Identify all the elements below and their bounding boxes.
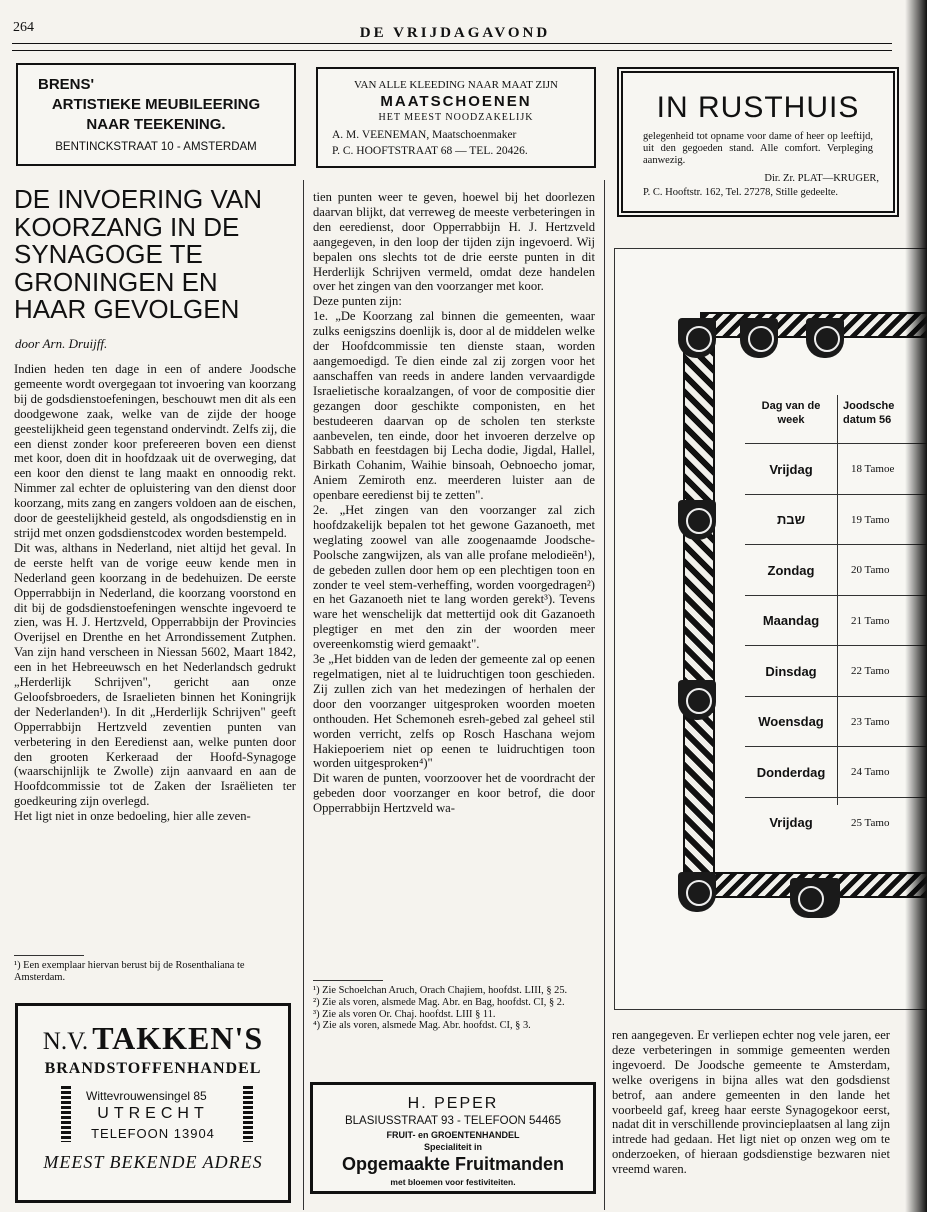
ad-takken-address: Wittevrouwensingel 85 xyxy=(86,1089,207,1103)
ad-peper xyxy=(310,1082,596,1194)
ad-peper-line6: met bloemen voor festiviteiten. xyxy=(390,1177,516,1187)
article-byline: door Arn. Druijff. xyxy=(15,336,108,351)
ad-brens-line1: BRENS' xyxy=(38,76,95,93)
col1-footnote: ¹) Een exemplaar hiervan berust bij de Rosenthaliana te Amsterdam. xyxy=(14,960,245,983)
calendar-day: Donderdag xyxy=(756,764,826,780)
col2-footnote-1: ¹) Zie Schoelchan Aruch, Orach Chajiem, hoofdst. LIII, § 25. xyxy=(313,985,568,996)
article-title: DE INVOERING VAN KOORZANG IN DE SYNAGOGE TE GRONINGEN EN HAAR GEVOLGEN xyxy=(14,184,263,324)
ad-veeneman xyxy=(316,67,596,168)
ad-peper-line3: FRUIT- en GROENTENHANDEL xyxy=(386,1130,520,1140)
calendar-date: 24 Tamo xyxy=(851,766,890,778)
ad-peper-line4: Specialiteit in xyxy=(423,1142,483,1152)
ad-takken-line2: BRANDSTOFFENHANDEL xyxy=(44,1060,262,1077)
calendar-row xyxy=(745,494,927,545)
col2-paragraph-3: 1e. „De Koorzang zal binnen die gemeenten, waar zulks eenigszins doenlijk is, door al de middelen welke der Hoofdcommissie ten dienste staan, worden aangemoedigd. Te dien einde zal zij zorgen voor het aanschaffen van reeds in andere landen vervaardigde Israelietische koraalzangen, of voor de compositie dier gezangen door geschikte componisten, en het bestudeeren daarvan op de scholen ten sterkste aanbevelen, ten einde, door het invoeren derzelve op Sabbath en feestdagen bij Lecha dodie, Jigdal, Hallel, Birkath Cohanim, Waihie binsoah, Oebnoecho jomar, Aniem Zemiroth enz. meerderen luister aan de openbare eeredienst bij te zetten". xyxy=(313,309,595,503)
ad-brens-line4: BENTINCKSTRAAT 10 - AMSTERDAM xyxy=(55,141,257,153)
ad-brens xyxy=(16,63,296,166)
col2-footnote-rule xyxy=(313,980,383,981)
calendar-day: Maandag xyxy=(762,613,820,628)
calendar-header-date: Joodsche datum 56 xyxy=(843,400,895,426)
calendar-date: 21 Tamo xyxy=(851,614,890,627)
article-column-3 xyxy=(612,1028,890,1177)
calendar-day: Zondag xyxy=(767,562,815,578)
calendar-row xyxy=(745,595,927,646)
calendar-row xyxy=(745,443,927,494)
ad-takken-prefix: N.V. xyxy=(42,1028,89,1055)
ad-takken-line1 xyxy=(18,1020,288,1057)
ad-takken-phone: TELEFOON 13904 xyxy=(91,1126,215,1141)
ad-rusthuis-body: gelegenheid tot opname voor dame of heer op leeftijd, uit den gegoeden stand. Alle comfort. Verpleging aanwezig. xyxy=(643,131,873,166)
col2-paragraph-2: Deze punten zijn: xyxy=(313,294,402,309)
calendar-row xyxy=(745,797,927,848)
header-rule-top xyxy=(12,43,892,44)
shield-icon xyxy=(806,318,844,358)
shield-icon xyxy=(678,680,716,720)
article-column-2 xyxy=(313,190,595,816)
shield-icon xyxy=(740,318,778,358)
calendar-date: 19 Tamo xyxy=(851,513,890,526)
ad-veeneman-line1: VAN ALLE KLEEDING NAAR MAAT ZIJN xyxy=(354,79,558,91)
shield-icon xyxy=(678,872,716,912)
col2-paragraph-6: Dit waren de punten, voorzoover het de voordracht der gebeden door voorzanger en koor betrof, die door Opperrabbijn Hertzveld wa- xyxy=(313,771,595,816)
shield-icon xyxy=(790,878,840,918)
ad-takken-city: UTRECHT xyxy=(97,1105,209,1122)
col2-paragraph-5: 3e „Het bidden van de leden der gemeente zal op eenen regelmatigen, niet al te luidruchtigen toon geschieden. Zij zullen zich van het medezingen of herhalen der door den voorzanger uitgesproken woorden moeten onthouden. Het Schemoneh esreh-gebed zal geheel stil worden verricht, zelfs op Rosch Haschana wejom Hakiepoeriem niet op eenen te luidruchtigen toon worden uitgesproken⁴)" xyxy=(313,652,595,771)
header-rule-bottom xyxy=(12,50,892,51)
calendar-day: Vrijdag xyxy=(769,815,813,830)
masthead: DE VRIJDAGAVOND xyxy=(359,25,551,41)
col2-footnote-2: ²) Zie als voren, alsmede Mag. Abr. en Bag, hoofdst. CI, § 2. xyxy=(313,996,565,1008)
calendar-day: Vrijdag xyxy=(769,461,813,477)
ad-rusthuis-signature: Dir. Zr. PLAT—KRUGER, xyxy=(764,173,879,184)
shield-icon xyxy=(678,318,716,358)
col1-paragraph-3: Het ligt niet in onze bedoeling, hier alle zeven- xyxy=(14,809,251,824)
column-divider-2 xyxy=(604,180,605,1210)
ad-veeneman-line5: P. C. HOOFTSTRAAT 68 — TEL. 20426. xyxy=(332,145,528,157)
calendar-day: Woensdag xyxy=(758,714,824,729)
ad-peper-line2: BLASIUSSTRAAT 93 - TELEFOON 54465 xyxy=(344,1115,562,1127)
col2-footnote-4: ⁴) Zie als voren, alsmede Mag. Abr. hoofdst. CI, § 3. xyxy=(313,1020,531,1032)
page-edge-shadow xyxy=(905,0,927,1212)
ad-veeneman-line3: HET MEEST NOODZAKELIJK xyxy=(378,112,534,123)
ad-rusthuis-title: IN RUSTHUIS xyxy=(656,91,860,124)
col1-paragraph-2: Dit was, althans in Nederland, niet altijd het geval. In de eerste helft van de vorige eeuw kende men in Nederland geen koorzang in de bedehuizen. De eerste Opperrabbijn in Nederland, die koorzang voorstond en dit bij de godsdienstoefeningen wenschte ingevoerd te zien, was H. J. Hertzveld, Opperrabbijn der Provincies Overijsel en Drenthe en het Arrondissement Zutphen. Van zijn hand verscheen in Niessan 5602, Maart 1842, een in het Hebreeuwsch en het Nederlandsch gedrukt „Herderlijk Schrijven", gericht aan onze Geloofsbroeders, de Israelieten binnen het Koningrijk der Nederlanden¹). In dit „Herderlijk Schrijven" geeft Opperrabbijn Hertzveld zeventien punten van verbetering in den Eeredienst aan, welke punten door den grooten Kerkeraad der Hoofd-Synagoge (waarschijnlijk te Zwolle) zijn aanvaard en aan de Hoofdcommissie tot de Zaken der Israëlieten ter goedkeuring zijn overlegd. xyxy=(14,540,296,809)
calendar-row xyxy=(745,645,927,696)
calendar-date: 18 Tamoe xyxy=(851,463,895,475)
ad-veeneman-line4: A. M. VEENEMAN, Maatschoenmaker xyxy=(332,129,517,141)
calendar-date: 20 Tamo xyxy=(851,564,890,576)
column-divider-1 xyxy=(303,180,304,1210)
col2-paragraph-1: tien punten weer te geven, hoewel bij het doorlezen daarvan blijkt, dat verreweg de meeste verbeteringen in den eeredienst, door Opperrabbijn H. J. Hertzveld aangegeven, in den loop der tijden zijn ingevoerd. Wij bepalen ons slechts tot de drie eerste punten in dit Herderlijk Schrijven vermeld, omdat deze handelen over het zingen van den voorzanger met koor. xyxy=(313,190,595,294)
ad-takken-slogan: MEEST BEKENDE ADRES xyxy=(43,1152,263,1172)
ad-takken-name: TAKKEN'S xyxy=(92,1020,264,1056)
calendar-date: 25 Tamo xyxy=(851,816,890,829)
ad-takken xyxy=(15,1003,291,1203)
col1-footnote-rule xyxy=(14,955,84,956)
calendar-row xyxy=(745,696,927,747)
col3-paragraph-1: ren aangegeven. Er verliepen echter nog vele jaren, eer deze verbeteringen in sommige gemeenten werden ingevoerd. De Joodsche gemeente te Amsterdam, welke overigens in bijna alles wat den godsdienst betrof, aan andere gemeenten in den lande het voorbeeld gaf, kreeg haar eerste Synagogekoor eerst, nadat dit in verschillende provincieplaatsen al lang zijn intrede had gedaan. Het ligt niet op onzen weg om te onderzoeken, of hieraan godsdienstige bezwaren niet vreemd waren. xyxy=(612,1028,891,1177)
ad-brens-line3: NAAR TEEKENING. xyxy=(86,116,226,133)
calendar-ornament-left xyxy=(683,335,715,874)
col2-footnotes xyxy=(313,985,595,1032)
col2-footnote-3: ³) Zie als voren Or. Chaj. hoofdst. LIII § 11. xyxy=(313,1008,496,1020)
calendar-header-day: Dag van de week xyxy=(761,400,821,426)
calendar-day: Dinsdag xyxy=(765,663,817,679)
page-number: 264 xyxy=(13,20,34,35)
calendar-date: 22 Tamo xyxy=(851,665,890,677)
calendar-day: שבת xyxy=(776,512,806,527)
ad-rusthuis xyxy=(617,67,899,217)
ad-peper-line5: Opgemaakte Fruitmanden xyxy=(341,1154,565,1174)
calendar-row xyxy=(745,544,927,595)
ad-brens-line2: ARTISTIEKE MEUBILEERING xyxy=(51,96,261,113)
ad-rusthuis-address: P. C. Hooftstr. 162, Tel. 27278, Stille gedeelte. xyxy=(643,187,839,198)
ad-peper-line1: H. PEPER xyxy=(407,1095,499,1112)
calendar-date: 23 Tamo xyxy=(851,715,890,728)
article-column-1 xyxy=(14,362,296,824)
col1-paragraph-1: Indien heden ten dage in een of andere Joodsche gemeente wordt overgegaan tot invoering van koorzang bij de godsdienstoefeningen, beschouwt men dit als een doodgewone zaak, welke van de zijde der hooge geestelijkheid geen tegenstand ondervindt. Zelfs zij, die een dienst zonder koor prefereeren boven een dienst met koor, doen dit in hoofdzaak uit de overweging, dat een koor den dienst te lang maakt en onnoodig rekt. Nimmer zal echter de opluistering van den dienst door koorzang, mits zang en zangers voldoen aan de eischen, door de geestelijkheid gesteld, als ongodsdienstig en in strijd met onzen godsdienstcodex worden bestempeld. xyxy=(14,362,296,540)
ad-veeneman-line2: MAATSCHOENEN xyxy=(380,93,532,110)
shield-icon xyxy=(678,500,716,540)
col2-paragraph-4: 2e. „Het zingen van den voorzanger zal zich hoofdzakelijk bepalen tot het gewone Gazanoeth, met weglating zoowel van alle zoogenaamde Joodsche-Poolsche zangwijzen, als van alle profane melodieën¹), de gebeden zullen door hem op een plechtigen toon en zonder te veel stem-verheffing, worden voorgedragen²) en het Gazanoeth niet te lang worden gerekt³). Tevens ware het wenschelijk dat mettertijd ook dit Gazanoeth plegtiger en met den zin der woorden meer overeenkomstig wierd gemaakt". xyxy=(313,503,595,652)
calendar-row xyxy=(745,746,927,797)
